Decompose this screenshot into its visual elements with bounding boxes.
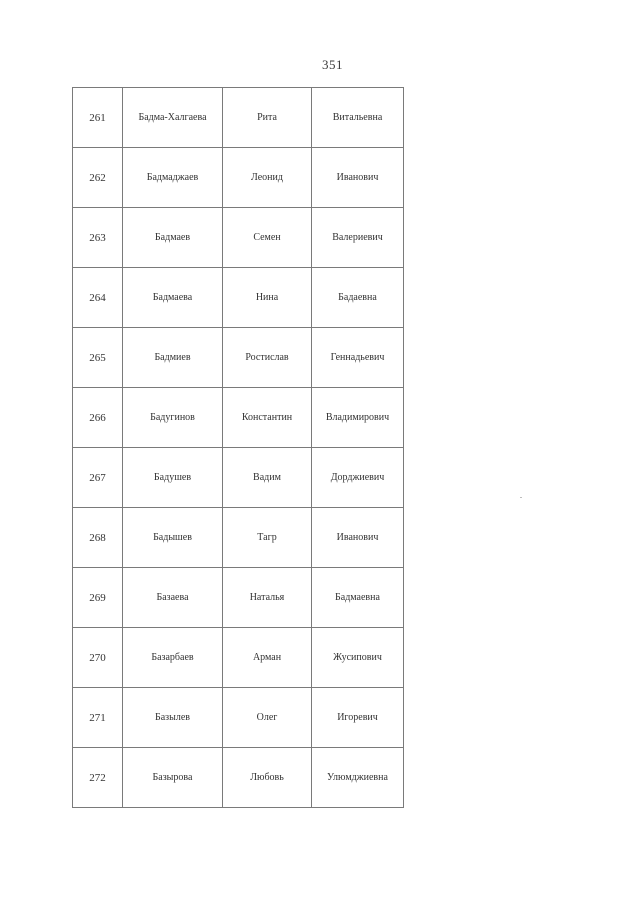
first-name: Семен xyxy=(223,208,312,268)
table-row xyxy=(73,628,404,688)
patronymic: Бадаевна xyxy=(312,268,404,328)
last-name: Базырова xyxy=(123,748,223,808)
last-name: Бадма-Халгаева xyxy=(123,88,223,148)
first-name: Леонид xyxy=(223,148,312,208)
scan-speck xyxy=(520,497,522,498)
table-row xyxy=(73,448,404,508)
row-number: 263 xyxy=(73,208,123,268)
row-number: 262 xyxy=(73,148,123,208)
last-name: Базаева xyxy=(123,568,223,628)
patronymic: Владимирович xyxy=(312,388,404,448)
row-number: 261 xyxy=(73,88,123,148)
last-name: Базылев xyxy=(123,688,223,748)
patronymic: Жусипович xyxy=(312,628,404,688)
table-row xyxy=(73,208,404,268)
row-number: 267 xyxy=(73,448,123,508)
table-row xyxy=(73,388,404,448)
first-name: Рита xyxy=(223,88,312,148)
patronymic: Валериевич xyxy=(312,208,404,268)
last-name: Бадмаджаев xyxy=(123,148,223,208)
first-name: Нина xyxy=(223,268,312,328)
table-row xyxy=(73,748,404,808)
patronymic: Геннадьевич xyxy=(312,328,404,388)
table-row xyxy=(73,688,404,748)
names-table xyxy=(72,87,404,808)
row-number: 269 xyxy=(73,568,123,628)
first-name: Вадим xyxy=(223,448,312,508)
patronymic: Витальевна xyxy=(312,88,404,148)
patronymic: Улюмджиевна xyxy=(312,748,404,808)
last-name: Бадышев xyxy=(123,508,223,568)
last-name: Базарбаев xyxy=(123,628,223,688)
patronymic: Бадмаевна xyxy=(312,568,404,628)
table-row xyxy=(73,148,404,208)
page-number: 351 xyxy=(322,57,343,72)
row-number: 268 xyxy=(73,508,123,568)
first-name: Арман xyxy=(223,628,312,688)
table-row xyxy=(73,268,404,328)
row-number: 264 xyxy=(73,268,123,328)
first-name: Любовь xyxy=(223,748,312,808)
first-name: Ростислав xyxy=(223,328,312,388)
first-name: Константин xyxy=(223,388,312,448)
names-table-body xyxy=(73,88,404,808)
table-row xyxy=(73,568,404,628)
table-row xyxy=(73,88,404,148)
row-number: 271 xyxy=(73,688,123,748)
patronymic: Иванович xyxy=(312,148,404,208)
patronymic: Игоревич xyxy=(312,688,404,748)
patronymic: Иванович xyxy=(312,508,404,568)
last-name: Бадмаев xyxy=(123,208,223,268)
table-row xyxy=(73,328,404,388)
row-number: 266 xyxy=(73,388,123,448)
first-name: Олег xyxy=(223,688,312,748)
first-name: Тагр xyxy=(223,508,312,568)
row-number: 272 xyxy=(73,748,123,808)
last-name: Бадугинов xyxy=(123,388,223,448)
row-number: 270 xyxy=(73,628,123,688)
first-name: Наталья xyxy=(223,568,312,628)
row-number: 265 xyxy=(73,328,123,388)
table-row xyxy=(73,508,404,568)
last-name: Бадмаева xyxy=(123,268,223,328)
patronymic: Дорджиевич xyxy=(312,448,404,508)
last-name: Бадмиев xyxy=(123,328,223,388)
last-name: Бадушев xyxy=(123,448,223,508)
